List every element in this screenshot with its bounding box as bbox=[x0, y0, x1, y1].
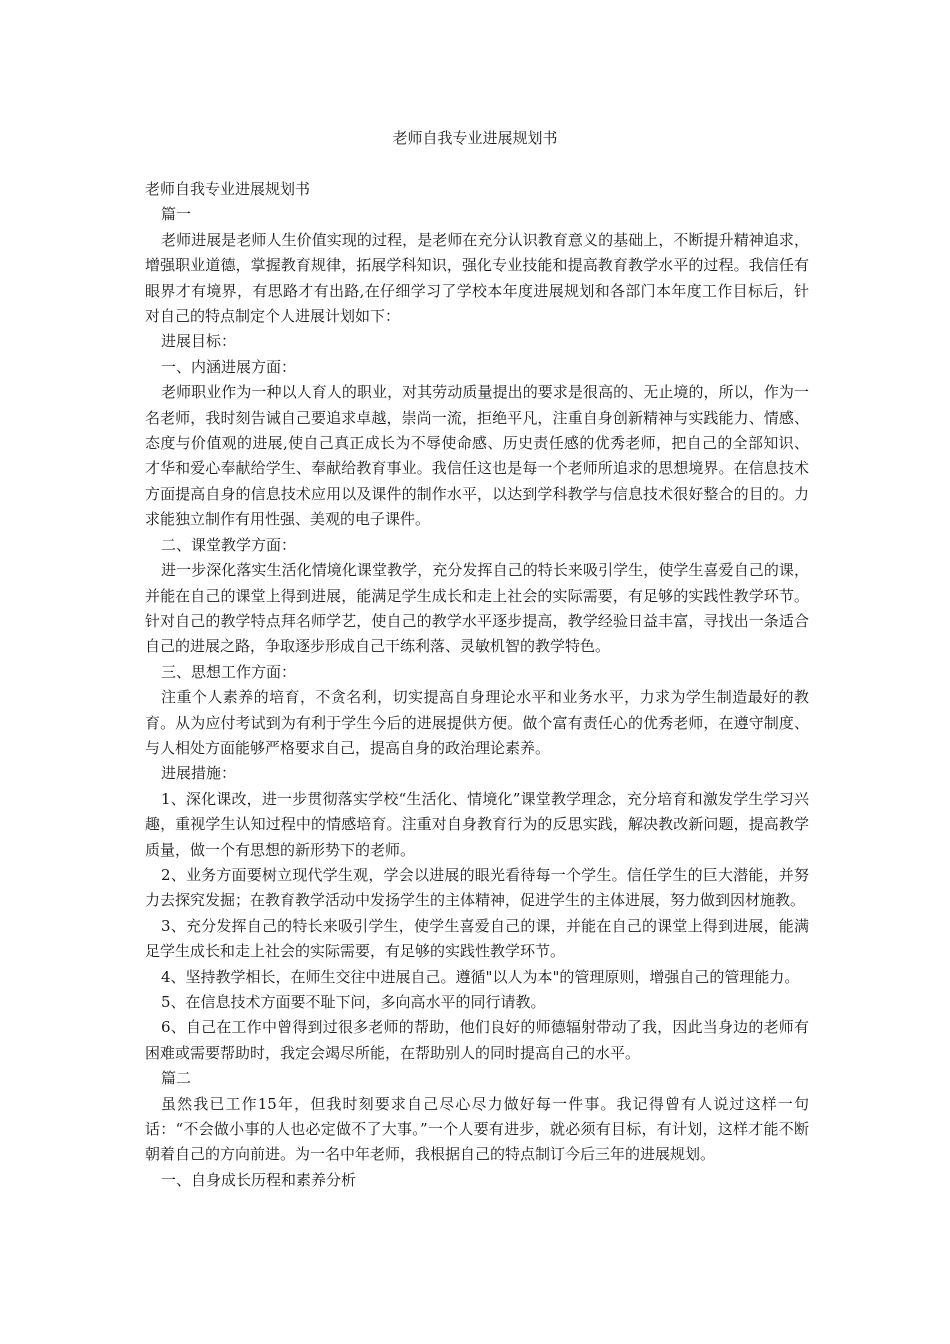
list-item-measure-2: 2、业务方面要树立现代学生观，学会以进展的眼光看待每一个学生。信任学生的巨大潜能，并努力去探究发掘；在教育教学活动中发扬学生的主体精神，促进学生的主体进展，努力做到因材施教。 bbox=[145, 865, 809, 910]
list-item-measure-6: 6、自己在工作中曾得到过很多老师的帮助，他们良好的师德辐射带动了我，因此当身边的老师有困难或需要帮助时，我定会竭尽所能，在帮助别人的同时提高自己的水平。 bbox=[145, 1018, 809, 1062]
heading-goals: 进展目标： bbox=[161, 332, 237, 351]
section-label-part-two: 篇二 bbox=[161, 1069, 192, 1088]
list-item-measure-3: 3、充分发挥自己的特长来吸引学生，使学生喜爱自己的课，并能在自己的课堂上得到进展，能满足学生成长和走上社会的实际需要，有足够的实践性教学环节。 bbox=[145, 916, 809, 961]
heading-inner-development: 一、内涵进展方面： bbox=[161, 357, 297, 376]
document-body bbox=[145, 177, 809, 1193]
paragraph-intro: 老师进展是老师人生价值实现的过程，是老师在充分认识教育意义的基础上，不断提升精神追求，增强职业道德，掌握教育规律，拓展学科知识，强化专业技能和提高教育教学水平的过程。我信任有眼界才有境界，有思路才有出路,在仔细学习了学校本年度进展规划和各部门本年度工作目标后，针对自己的特点制定个人进展计划如下： bbox=[145, 230, 809, 326]
heading-measures: 进展措施： bbox=[161, 764, 237, 783]
section-label-part-one: 篇一 bbox=[161, 205, 192, 224]
heading-classroom-teaching: 二、课堂教学方面： bbox=[161, 535, 297, 554]
paragraph-part-two-intro: 虽然我已工作15年，但我时刻要求自己尽心尽力做好每一件事。我记得曾有人说过这样一句话：“不会做小事的人也必定做不了大事。”一个人要有进步，就必须有目标，有计划，这样才能不断朝着自己的方向前进。为一名中年老师，我根据自己的特点制订今后三年的进展规划。 bbox=[145, 1094, 809, 1164]
list-item-measure-5: 5、在信息技术方面要不耻下问，多向高水平的同行请教。 bbox=[161, 993, 546, 1011]
heading-growth-analysis: 一、自身成长历程和素养分析 bbox=[161, 1170, 357, 1189]
heading-ideological-work: 三、思想工作方面： bbox=[161, 662, 297, 681]
document-title: 老师自我专业进展规划书 bbox=[392, 129, 558, 147]
paragraph-classroom-teaching: 进一步深化落实生活化情境化课堂教学，充分发挥自己的特长来吸引学生，使学生喜爱自己的课，并能在自己的课堂上得到进展，能满足学生成长和走上社会的实际需要，有足够的实践性教学环节。针对自己的教学特点拜名师学艺，使自己的教学水平逐步提高，教学经验日益丰富，寻找出一条适合自己的进展之路，争取逐步形成自己干练利落、灵敏机智的教学特色。 bbox=[145, 561, 809, 656]
list-item-measure-4: 4、坚持教学相长，在师生交往中进展自己。遵循"以人为本"的管理原则，增强自己的管理能力。 bbox=[161, 967, 800, 986]
paragraph-inner-development: 老师职业作为一种以人育人的职业，对其劳动质量提出的要求是很高的、无止境的，所以，作为一名老师，我时刻告诫自己要追求卓越，崇尚一流，拒绝平凡，注重自身创新精神与实践能力、情感、态度与价值观的进展,使自己真正成长为不辱使命感、历史责任感的优秀老师，把自己的全部知识、才华和爱心奉献给学生、奉献给教育事业。我信任这也是每一个老师所追求的思想境界。在信息技术方面提高自身的信息技术应用以及课件的制作水平，以达到学科教学与信息技术很好整合的目的。力求能独立制作有用性强、美观的电子课件。 bbox=[145, 383, 809, 529]
paragraph-ideological-work: 注重个人素养的培育，不贪名利，切实提高自身理论水平和业务水平，力求为学生制造最好的教育。从为应付考试到为有利于学生今后的进展提供方便。做个富有责任心的优秀老师，在遵守制度、与人相处方面能够严格要求自己，提高自身的政治理论素养。 bbox=[145, 688, 809, 757]
document-heading: 老师自我专业进展规划书 bbox=[145, 180, 311, 198]
list-item-measure-1: 1、深化课改，进一步贯彻落实学校“生活化、情境化”课堂教学理念，充分培育和激发学生学习兴趣，重视学生认知过程中的情感培育。注重对自身教育行为的反思实践，解决教改新问题，提高教学质量，做一个有思想的新形势下的老师。 bbox=[145, 789, 809, 859]
